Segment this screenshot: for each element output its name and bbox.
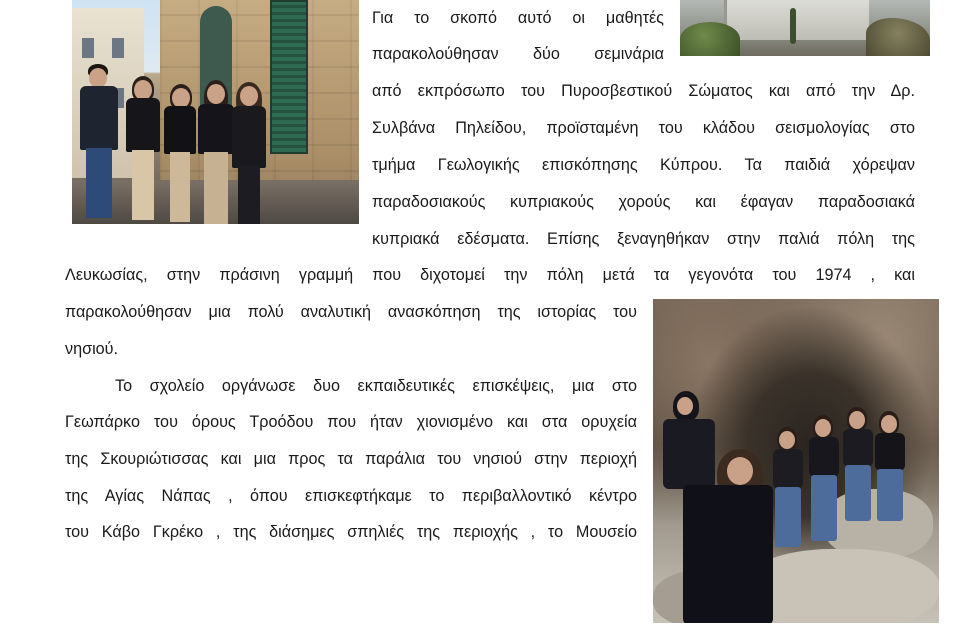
face [677, 397, 693, 415]
face [849, 411, 865, 429]
jacket [809, 437, 839, 477]
jeans [775, 487, 801, 547]
face [815, 419, 831, 437]
face [779, 431, 795, 449]
jeans [845, 465, 871, 521]
face [207, 84, 225, 104]
jacket [80, 86, 118, 150]
jacket [126, 98, 160, 152]
paragraph-line: Γεωπάρκο του όρους Τροόδου που ήταν χιονισμένο και στα ορυχεία [65, 413, 637, 431]
jacket [683, 485, 773, 623]
paragraph-line: νησιού. [65, 340, 119, 358]
photo-stone-building [680, 0, 930, 56]
trousers [132, 150, 154, 220]
paragraph-line: της Σκουριώτισσας και μια προς τα παράλια του νησιού στην περιοχή [65, 450, 637, 468]
face [727, 457, 753, 485]
paragraph-line: Για το σκοπό αυτό οι μαθητές [372, 9, 664, 27]
paragraph-line: παρακολούθησαν μια πολύ αναλυτική ανασκόπηση της ιστορίας του [65, 303, 637, 321]
jacket [164, 106, 196, 154]
window [82, 38, 94, 58]
paragraph-line: τμήμα Γεωλογικής επισκόπησης Κύπρου. Τα παιδιά χόρεψαν [372, 156, 915, 174]
paragraph-line: από εκπρόσωπο του Πυροσβεστικού Σώματος και από την Δρ. [372, 82, 915, 100]
face [881, 415, 897, 433]
jeans [811, 475, 837, 541]
face [240, 86, 258, 106]
green-shutter [270, 0, 308, 154]
jeans [86, 148, 112, 218]
photo-street-group [72, 0, 359, 224]
bush [866, 18, 930, 56]
paragraph-line: της Αγίας Νάπας , όπου επισκεφτήκαμε το περιβαλλοντικό κέντρο [65, 487, 637, 505]
jacket [843, 429, 873, 467]
face [134, 80, 152, 100]
jacket [773, 449, 803, 489]
trousers [204, 152, 228, 224]
paragraph-line: παραδοσιακούς κυπριακούς χορούς και έφαγαν παραδοσιακά [372, 193, 915, 211]
paragraph-line: κυπριακά εδέσματα. Επίσης ξεναγηθήκαν στην παλιά πόλη της [372, 230, 915, 248]
trousers [238, 166, 260, 224]
paragraph-line: Συλβάνα Πηλείδου, προϊσταμένη του κλάδου σεισμολογίας στο [372, 119, 915, 137]
paragraph-line: παρακολούθησαν δύο σεμινάρια [372, 45, 664, 63]
photo-cave-group [653, 299, 939, 623]
face [89, 68, 107, 88]
face [172, 88, 190, 108]
jacket [875, 433, 905, 471]
jacket [232, 106, 266, 168]
trousers [170, 152, 190, 222]
paragraph-line: Το σχολείο οργάνωσε δυο εκπαιδευτικές επισκέψεις, μια στο [115, 377, 637, 395]
paragraph-line: Λευκωσίας, στην πράσινη γραμμή που διχοτομεί την πόλη μετά τα γεγονότα του 1974 , και [65, 266, 915, 284]
white-building [724, 0, 869, 40]
window [112, 38, 124, 58]
jeans [877, 469, 903, 521]
jacket [198, 104, 234, 154]
plant [790, 8, 796, 44]
paragraph-line: του Κάβο Γκρέκο , της διάσημες σπηλιές της περιοχής , το Μουσείο [65, 523, 637, 541]
bush [680, 22, 740, 56]
jacket [663, 419, 715, 489]
